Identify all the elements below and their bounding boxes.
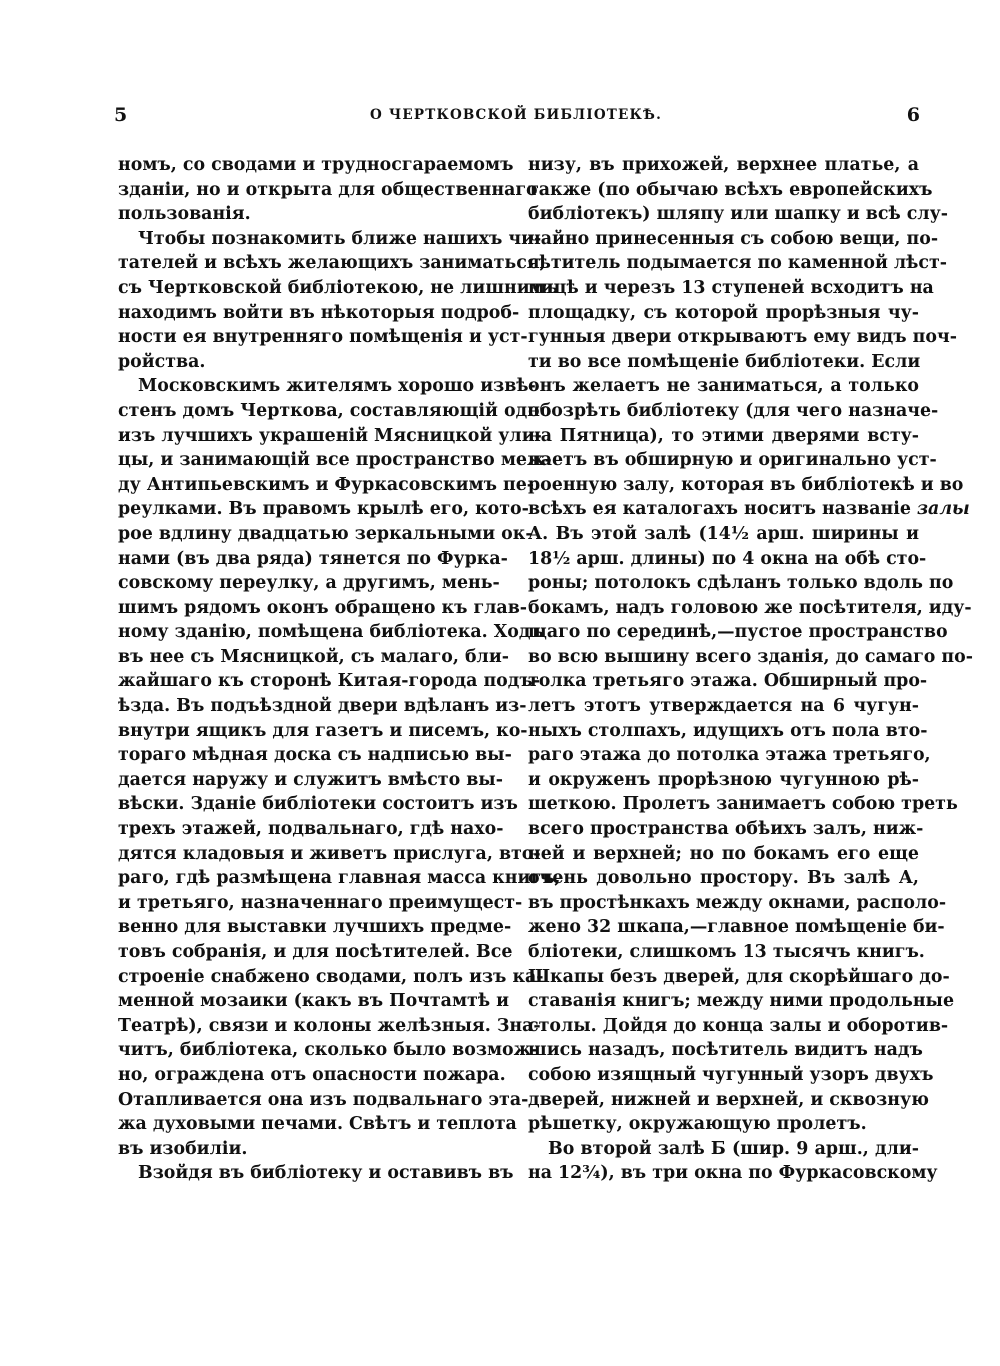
- text-line: роны; потолокъ сдѣланъ только вдоль по: [528, 573, 954, 594]
- text-line: библіотекъ) шляпу или шапку и всѣ слу-: [528, 204, 948, 225]
- paragraph-start: Московскимъ жителямъ хорошо извѣ-: [138, 376, 536, 397]
- text-line: паетъ въ обширную и оригинально уст-: [528, 450, 937, 471]
- text-line: цы, и занимающій все пространство меж-: [118, 450, 552, 471]
- page-number-right: 6: [906, 104, 920, 126]
- right-text-column: [528, 153, 973, 1186]
- text-line: ней и верхней; но по бокамъ его еще: [528, 843, 919, 864]
- text-line: менной мозаики (какъ въ Почтамтѣ и: [118, 991, 510, 1012]
- text-line: ницѣ и черезъ 13 ступеней всходитъ на: [528, 277, 934, 298]
- text-line: обозрѣть библіотеку (для чего назначе-: [528, 400, 939, 421]
- text-line: ныхъ столпахъ, идущихъ отъ пола вто-: [528, 720, 928, 741]
- text-line: Театрѣ), связи и колоны желѣзныя. Зна-: [118, 1015, 541, 1036]
- text-line: реулками. Въ правомъ крылѣ его, кото-: [118, 499, 529, 520]
- text-line: роенную залу, которая въ библіотекѣ и во: [528, 474, 964, 495]
- text-line: щаго по серединѣ,—пустое пространство: [528, 622, 948, 643]
- text-line: шеткою. Пролетъ занимаетъ собою треть: [528, 794, 958, 815]
- text-line: чайно принесенныя съ собою вещи, по-: [528, 228, 939, 249]
- page-number-left: 5: [114, 104, 128, 126]
- text-line: очень довольно простору. Въ залѣ А,: [528, 868, 919, 889]
- text-line: жено 32 шкапа,—главное помѣщеніе би-: [528, 917, 945, 938]
- text-line: въ нее съ Мясницкой, съ малаго, бли-: [118, 646, 509, 667]
- text-line: но, ограждена отъ опасности пожара.: [118, 1064, 506, 1085]
- text-line: также (по обычаю всѣхъ европейскихъ: [528, 179, 933, 200]
- text-line: нами (въ два ряда) тянется по Фурка-: [118, 548, 508, 569]
- left-text-column: [118, 153, 561, 1186]
- text-line: и третьяго, назначеннаго преимущест-: [118, 892, 523, 913]
- text-line: Шкапы безъ дверей, для скорѣйшаго до-: [528, 966, 950, 987]
- text-line: въ изобиліи.: [118, 1138, 248, 1159]
- text-line: тателей и всѣхъ желающихъ заниматься,: [118, 253, 546, 274]
- text-line: раго, гдѣ размѣщена главная масса книгъ,: [118, 868, 561, 889]
- text-line: ти во все помѣщеніе библіотеки. Если: [528, 351, 921, 372]
- text-line-with-italic: [528, 497, 970, 522]
- text-line: стенъ домъ Черткова, составляющій одно: [118, 400, 552, 421]
- text-line: рое вдлину двадцатью зеркальными ок-: [118, 523, 533, 544]
- text-line: вѣски. Зданіе библіотеки состоитъ изъ: [118, 794, 518, 815]
- text-line: строеніе снабжено сводами, полъ изъ ка-: [118, 966, 544, 987]
- text-line: товъ собранія, и для посѣтителей. Все: [118, 942, 513, 962]
- text-line: ду Антипьевскимъ и Фуркасовскимъ пе-: [118, 474, 534, 495]
- text-line: въ простѣнкахъ между окнами, располо-: [528, 892, 947, 913]
- text-line: внутри ящикъ для газетъ и писемъ, ко-: [118, 720, 528, 741]
- text-line: венно для выставки лучшихъ предме-: [118, 917, 512, 938]
- text-line: во всю вышину всего зданія, до самаго по-: [528, 646, 973, 667]
- text-line: Отапливается она изъ подвальнаго эта-: [118, 1089, 529, 1110]
- text-line: съ Чертковской библіотекою, не лишнимъ: [118, 277, 559, 298]
- text-line: А. Въ этой залѣ (14½ арш. ширины и: [528, 523, 919, 544]
- paragraph-start: Во второй залѣ Б (шир. 9 арш., дли-: [548, 1138, 919, 1159]
- text-line: сѣтитель подымается по каменной лѣст-: [528, 253, 947, 274]
- text-line: на 12¾), въ три окна по Фуркасовскому: [528, 1163, 938, 1184]
- text-line: шись назадъ, посѣтитель видитъ надъ: [528, 1040, 923, 1061]
- text-line: номъ, со сводами и трудносгараемомъ: [118, 155, 514, 175]
- text-line: на Пятница), то этими дверями всту-: [528, 425, 919, 446]
- text-line: ставанія книгъ; между ними продольные: [528, 991, 955, 1012]
- text-line: всего пространства обѣихъ залъ, ниж-: [528, 819, 924, 840]
- text-line: ности ея внутренняго помѣщенія и уст-: [118, 327, 528, 348]
- text-line: бліотеки, слишкомъ 13 тысячъ книгъ.: [528, 942, 925, 962]
- text-line: онъ желаетъ не заниматься, а только: [528, 376, 919, 397]
- paragraph-start: Взойдя въ библіотеку и оставивъ въ: [138, 1163, 514, 1184]
- text-line: дятся кладовыя и живетъ прислуга, вто-: [118, 843, 541, 864]
- text-line: толка третьяго этажа. Обширный про-: [528, 671, 928, 692]
- text-line: пользованія.: [118, 204, 251, 225]
- text-line: площадку, съ которой прорѣзныя чу-: [528, 302, 919, 323]
- text-line: летъ этотъ утверждается на 6 чугун-: [528, 696, 919, 717]
- text-line: читъ, библіотека, сколько было возмож-: [118, 1040, 539, 1061]
- text-line: трехъ этажей, подвальнаго, гдѣ нахо-: [118, 819, 504, 840]
- text-line: зданіи, но и открыта для общественнаго: [118, 179, 538, 200]
- text-line: и окруженъ прорѣзною чугунною рѣ-: [528, 769, 919, 790]
- text-line: дается наружу и служитъ вмѣсто вы-: [118, 769, 503, 790]
- text-line: изъ лучшихъ украшеній Мясницкой ули-: [118, 425, 542, 446]
- text-line: жа духовыми печами. Свѣтъ и теплота: [118, 1114, 517, 1135]
- text-line: гунныя двери открываютъ ему видъ поч-: [528, 327, 957, 348]
- running-title: О ЧЕРТКОВСКОЙ БИБЛІОТЕКѢ.: [369, 107, 662, 123]
- text-line: бокамъ, надъ головою же посѣтителя, иду-: [528, 597, 972, 618]
- text-line: столы. Дойдя до конца залы и оборотив-: [528, 1015, 949, 1036]
- text-line: рѣшетку, окружающую пролетъ.: [528, 1114, 867, 1135]
- text-line: 18½ арш. длины) по 4 окна на обѣ сто-: [528, 548, 927, 569]
- text-line: раго этажа до потолка этажа третьяго,: [528, 745, 931, 766]
- text-line: низу, въ прихожей, верхнее платье, а: [528, 155, 919, 175]
- text-line: дверей, нижней и верхней, и сквозную: [528, 1089, 929, 1110]
- italic-term: залы: [916, 499, 970, 520]
- text-line: находимъ войти въ нѣкоторыя подроб-: [118, 302, 520, 323]
- text-fragment: всѣхъ ея каталогахъ носитъ названіе: [528, 499, 911, 520]
- text-line: ному зданію, помѣщена библіотека. Ходъ: [118, 622, 544, 643]
- text-line: тораго мѣдная доска съ надписью вы-: [118, 745, 512, 766]
- paragraph-start: Чтобы познакомить ближе нашихъ чи-: [138, 228, 542, 249]
- text-line: шимъ рядомъ оконъ обращено къ глав-: [118, 597, 528, 618]
- text-line: собою изящный чугунный узоръ двухъ: [528, 1064, 934, 1085]
- text-line: ройства.: [118, 351, 206, 372]
- text-line: ѣзда. Въ подъѣздной двери вдѣланъ из-: [118, 696, 527, 717]
- text-line: жайшаго къ сторонѣ Китая-города подъ-: [118, 671, 540, 692]
- running-head: [112, 104, 920, 132]
- text-line: совскому переулку, а другимъ, мень-: [118, 573, 500, 594]
